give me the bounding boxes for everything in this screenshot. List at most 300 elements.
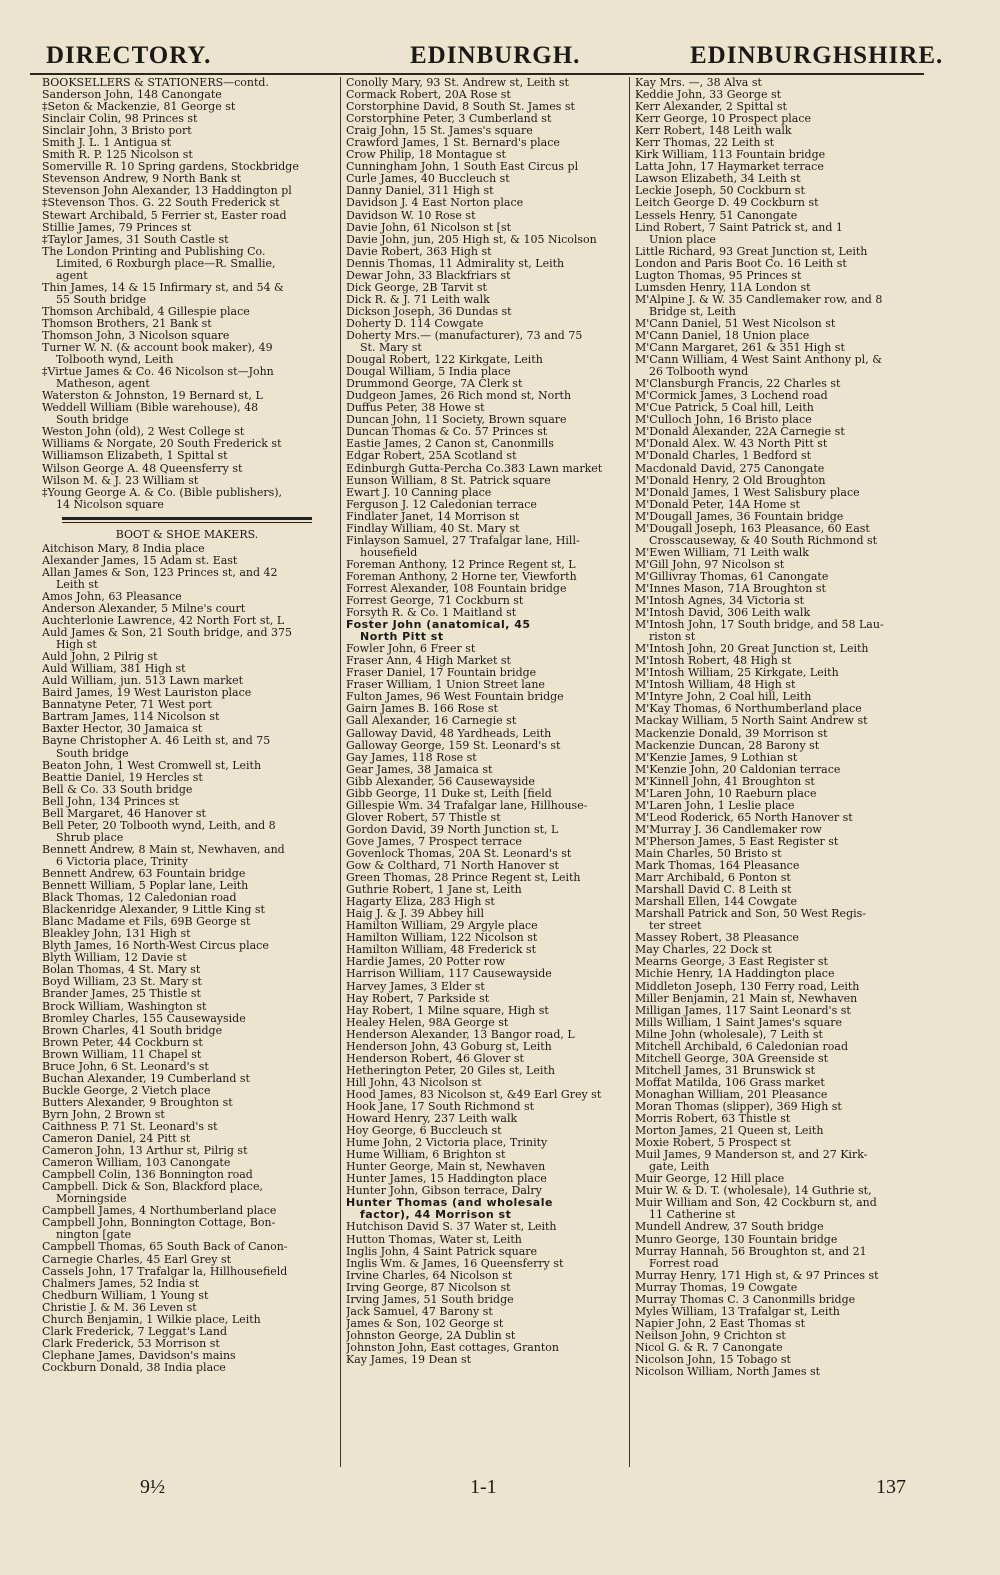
directory-entry: Latta John, 17 Haymarket terrace (635, 161, 824, 174)
directory-entry: Beaton John, 1 West Cromwell st, Leith (42, 759, 262, 772)
directory-entry: M'Dougall Joseph, 163 Pleasance, 60 East (635, 522, 870, 535)
directory-entry: Dudgeon James, 26 Rich mond st, North (346, 390, 572, 403)
directory-entry: Bennett Andrew, 8 Main st, Newhaven, and (42, 843, 285, 856)
directory-entry: M'Kenzie John, 20 Caldonian terrace (635, 763, 841, 776)
directory-entry: Bell & Co. 33 South bridge (42, 783, 193, 796)
directory-entry: Cameron Daniel, 24 Pitt st (42, 1133, 191, 1146)
directory-entry: Muir George, 12 Hill place (635, 1173, 785, 1186)
directory-entry: Conolly Mary, 93 St. Andrew st, Leith st (346, 77, 569, 89)
directory-entry: Christie J. & M. 36 Leven st (42, 1301, 197, 1314)
directory-entry: Carnegie Charles, 45 Earl Grey st (42, 1253, 232, 1266)
directory-entry: Bartram James, 114 Nicolson st (42, 711, 220, 724)
directory-entry: Gove James, 7 Prospect terrace (346, 835, 522, 848)
directory-entry: Hunter George, Main st, Newhaven (346, 1161, 546, 1174)
directory-entry: Caithness P. 71 St. Leonard's st (42, 1120, 218, 1133)
directory-entry: Blanc Madame et Fils, 69B George st (42, 916, 251, 929)
directory-entry: Smith J. L. 1 Antigua st (42, 137, 172, 150)
directory-entry: M'Kay Thomas, 6 Northumberland place (635, 703, 862, 716)
directory-entry: Fraser Ann, 4 High Market st (346, 655, 511, 668)
directory-entry: Edgar Robert, 25A Scotland st (346, 450, 517, 463)
directory-entry: M'Intosh John, 20 Great Junction st, Leith (635, 643, 869, 656)
directory-entry: Buchan Alexander, 19 Cumberland st (42, 1072, 250, 1085)
directory-entry: factor), 44 Morrison st (360, 1209, 512, 1222)
directory-entry: Stevenson John Alexander, 13 Haddington pl (42, 185, 292, 198)
directory-entry: M'Laren John, 10 Raeburn place (635, 787, 817, 800)
section-heading: BOOT & SHOE MAKERS. (115, 528, 259, 541)
directory-entry: Edinburgh Gutta-Percha Co.383 Lawn market (346, 462, 603, 475)
directory-entry: Church Benjamin, 1 Wilkie place, Leith (42, 1313, 261, 1326)
directory-entry: Moffat Matilda, 106 Grass market (635, 1076, 825, 1089)
directory-entry: Stillie James, 79 Princes st (42, 221, 192, 234)
directory-entry: Foreman Anthony, 12 Prince Regent st, L (346, 558, 576, 571)
directory-entry: Duncan John, 11 Society, Brown square (346, 414, 567, 427)
directory-entry: Bennett Andrew, 63 Fountain bridge (42, 868, 246, 880)
page-number: 137 (876, 1476, 906, 1498)
directory-entry: Marshall Patrick and Son, 50 West Regis- (635, 908, 866, 921)
directory-entry: Galloway David, 48 Yardheads, Leith (346, 727, 552, 740)
directory-entry: Cockburn Donald, 38 India place (42, 1361, 226, 1374)
directory-entry: Mundell Andrew, 37 South bridge (635, 1221, 824, 1234)
directory-entry: agent (56, 269, 88, 282)
directory-entry: Gay James, 118 Rose st (346, 751, 477, 764)
directory-entry: Baird James, 19 West Lauriston place (42, 687, 252, 700)
directory-entry: Gibb George, 11 Duke st, Leith [field (346, 787, 552, 800)
directory-entry: Fraser William, 1 Union Street lane (346, 679, 545, 692)
directory-entry: Irving George, 87 Nicolson st (346, 1281, 511, 1294)
directory-entry: Howard Henry, 237 Leith walk (346, 1113, 518, 1126)
directory-entry: Chedburn William, 1 Young st (42, 1289, 209, 1302)
directory-entry: Campbell. Dick & Son, Blackford place, (42, 1181, 263, 1194)
directory-entry: M'Kinnell John, 41 Broughton st (635, 775, 815, 788)
footer-signature-mark: 9½ (140, 1476, 165, 1498)
directory-entry: Hamilton William, 48 Frederick st (346, 944, 537, 957)
section-rule-thick (62, 517, 312, 520)
directory-entry: Munro George, 130 Fountain bridge (635, 1233, 838, 1246)
directory-entry: M'Cue Patrick, 5 Coal hill, Leith (635, 402, 814, 415)
directory-entry: Mark Thomas, 164 Pleasance (635, 860, 800, 873)
directory-entry: 26 Tolbooth wynd (649, 366, 749, 379)
directory-entry: riston st (649, 631, 696, 644)
directory-entry: Weston John (old), 2 West College st (42, 426, 245, 439)
directory-entry: M'Cann William, 4 West Saint Anthony pl, & (635, 354, 882, 367)
directory-entry: Crawford James, 1 St. Bernard's place (346, 137, 560, 150)
directory-entry: Kay James, 19 Dean st (346, 1353, 472, 1366)
directory-entry: Dougal Robert, 122 Kirkgate, Leith (346, 354, 543, 367)
header-directory: DIRECTORY. (46, 42, 212, 69)
directory-entry: M'Cormick James, 3 Lochend road (635, 390, 828, 403)
directory-entry: Aitchison Mary, 8 India place (42, 542, 205, 555)
directory-entry: Finlayson Samuel, 27 Trafalgar lane, Hill- (346, 534, 580, 547)
header-edinburgh: EDINBURGH. (410, 42, 581, 69)
directory-entry: M'Donald Henry, 2 Old Broughton (635, 474, 826, 487)
directory-entry: Kerr Alexander, 2 Spittal st (635, 101, 787, 114)
directory-entry: Michie Henry, 1A Haddington place (635, 968, 835, 981)
directory-entry: Napier John, 2 East Thomas st (635, 1317, 806, 1330)
directory-entry: Mills William, 1 Saint James's square (635, 1016, 843, 1029)
directory-entry: Henderson John, 43 Goburg st, Leith (346, 1040, 552, 1053)
directory-entry: Moxie Robert, 5 Prospect st (635, 1137, 791, 1150)
directory-entry: Brander James, 25 Thistle st (42, 988, 201, 1001)
directory-entry: Hamilton William, 29 Argyle place (346, 920, 538, 933)
directory-entry: Hetherington Peter, 20 Giles st, Leith (346, 1064, 555, 1077)
directory-entry: Forrest George, 71 Cockburn st (346, 595, 524, 608)
directory-entry: Blyth William, 12 Davie st (42, 952, 187, 965)
directory-entry: M'Intosh Agnes, 34 Victoria st (635, 595, 805, 608)
directory-entry: Kerr Thomas, 22 Leith st (635, 137, 775, 150)
directory-entry: ‡Virtue James & Co. 46 Nicolson st—John (42, 366, 274, 379)
directory-entry: M'Donald Alexander, 22A Carnegie st (635, 426, 845, 439)
directory-entry: Guthrie Robert, 1 Jane st, Leith (346, 884, 522, 897)
directory-entry: Bayne Christopher A. 46 Leith st, and 75 (42, 735, 271, 748)
directory-entry: Beattie Daniel, 19 Hercles st (42, 771, 203, 784)
directory-entry: Drummond George, 7A Clerk st (346, 378, 523, 391)
directory-entry: Lumsden Henry, 11A London st (635, 281, 811, 294)
directory-entry: Neilson John, 9 Crichton st (635, 1329, 786, 1342)
directory-entry: Craig John, 15 St. James's square (346, 125, 533, 138)
directory-entry: Kerr George, 10 Prospect place (635, 113, 812, 126)
directory-entry: Dickson Joseph, 36 Dundas st (346, 305, 512, 318)
directory-entry: Brock William, Washington st (42, 1000, 207, 1013)
section-rule-thin (62, 522, 312, 523)
directory-entry: Weddell William (Bible warehouse), 48 (42, 402, 259, 415)
directory-entry: Kirk William, 113 Fountain bridge (635, 149, 826, 162)
directory-entry: ‡Young George A. & Co. (Bible publishers), (42, 486, 283, 499)
directory-entry: Gow & Colthard, 71 North Hanover st (346, 860, 559, 873)
directory-entry: Foreman Anthony, 2 Horne ter, Viewforth (346, 570, 577, 583)
directory-entry: Curle James, 40 Buccleuch st (346, 173, 510, 186)
directory-entry: Brown William, 11 Chapel st (42, 1048, 202, 1061)
directory-entry: James & Son, 102 George st (346, 1317, 504, 1330)
directory-entry: Harvey James, 3 Elder st (346, 980, 485, 993)
directory-entry: 14 Nicolson square (56, 498, 164, 511)
directory-entry: Myles William, 13 Trafalgar st, Leith (635, 1305, 840, 1318)
directory-entry: Marshall Ellen, 144 Cowgate (635, 896, 798, 909)
directory-entry: Eunson William, 8 St. Patrick square (346, 474, 551, 487)
directory-entry: Glover Robert, 57 Thistle st (346, 811, 501, 824)
directory-entry: Mackenzie Duncan, 28 Barony st (635, 739, 820, 752)
directory-entry: Blyth James, 16 North-West Circus place (42, 940, 269, 953)
directory-entry: Murray Thomas C. 3 Canonmills bridge (635, 1293, 856, 1306)
directory-entry: Auchterlonie Lawrence, 42 North Fort st, L (42, 615, 285, 628)
directory-entry: Forsyth R. & Co. 1 Maitland st (346, 607, 517, 620)
directory-entry: Bolan Thomas, 4 St. Mary st (42, 964, 201, 977)
directory-entry: Campbell James, 4 Northumberland place (42, 1205, 277, 1218)
directory-entry: M'Dougall James, 36 Fountain bridge (635, 510, 844, 523)
column-divider-1 (340, 77, 341, 1467)
directory-entry: Brown Peter, 44 Cockburn st (42, 1036, 203, 1049)
column-2 (346, 77, 626, 1366)
directory-entry: Lugton Thomas, 95 Princes st (635, 269, 802, 282)
directory-entry: M'Donald Alex. W. 43 North Pitt st (635, 438, 828, 451)
directory-entry: Mackay William, 5 North Saint Andrew st (635, 715, 868, 728)
directory-entry: Hardie James, 20 Potter row (346, 956, 505, 969)
directory-entry: Shrub place (56, 831, 124, 844)
directory-entry: Bromley Charles, 155 Causewayside (42, 1012, 246, 1025)
directory-entry: M'Cann Daniel, 18 Union place (635, 329, 810, 342)
directory-entry: Nicol G. & R. 7 Canongate (635, 1341, 783, 1354)
directory-entry: Fulton James, 96 West Fountain bridge (346, 691, 564, 704)
directory-entry: Hunter Thomas (and wholesale (346, 1197, 553, 1210)
directory-entry: Murray Henry, 171 High st, & 97 Princes st (635, 1269, 879, 1282)
directory-entry: Union place (649, 233, 716, 246)
directory-entry: Williamson Elizabeth, 1 Spittal st (42, 450, 228, 463)
directory-entry: Forrest Alexander, 108 Fountain bridge (346, 582, 567, 595)
directory-entry: Auld James & Son, 21 South bridge, and 375 (42, 627, 292, 640)
directory-entry: Nicolson William, North James st (635, 1366, 821, 1379)
directory-entry: Mearns George, 3 East Register st (635, 956, 828, 969)
directory-entry: Thomson Brothers, 21 Bank st (42, 317, 212, 330)
directory-entry: M'Murray J. 36 Candlemaker row (635, 823, 822, 836)
directory-entry: Alexander James, 15 Adam st. East (42, 554, 238, 567)
directory-entry: Middleton Joseph, 130 Ferry road, Leith (635, 980, 860, 993)
directory-entry: BOOKSELLERS & STATIONERS—contd. (42, 77, 269, 89)
directory-entry: Bell Peter, 20 Tolbooth wynd, Leith, and 8 (42, 819, 276, 832)
directory-entry: Hutchison David S. 37 Water st, Leith (346, 1221, 557, 1234)
directory-entry: M'Kenzie James, 9 Lothian st (635, 751, 798, 764)
directory-entry: Hay Robert, 1 Milne square, High st (346, 1004, 549, 1017)
directory-entry: Baxter Hector, 30 Jamaica st (42, 723, 203, 736)
directory-entry: Irvine Charles, 64 Nicolson st (346, 1269, 513, 1282)
directory-entry: Mitchell Archibald, 6 Caledonian road (635, 1040, 848, 1053)
directory-entry: M'Donald Charles, 1 Bedford st (635, 450, 812, 463)
directory-entry: Hume William, 6 Brighton st (346, 1149, 506, 1162)
directory-entry: Morningside (56, 1193, 127, 1206)
directory-entry: Cameron John, 13 Arthur st, Pilrig st (42, 1145, 248, 1158)
directory-entry: Williams & Norgate, 20 South Frederick st (42, 438, 282, 451)
directory-entry: Muil James, 9 Manderson st, and 27 Kirk- (635, 1149, 868, 1162)
directory-entry: M'Laren John, 1 Leslie place (635, 799, 795, 812)
directory-entry: Allan James & Son, 123 Princes st, and 42 (42, 566, 278, 579)
directory-entry: Gear James, 38 Jamaica st (346, 763, 493, 776)
directory-entry: Milligan James, 117 Saint Leonard's st (635, 1004, 851, 1017)
directory-entry: Murray Hannah, 56 Broughton st, and 21 (635, 1245, 867, 1258)
directory-entry: Gillespie Wm. 34 Trafalgar lane, Hillhouse- (346, 799, 588, 812)
directory-entry: Inglis Wm. & James, 16 Queensferry st (346, 1257, 564, 1270)
directory-entry: Doherty Mrs.— (manufacturer), 73 and 75 (346, 329, 583, 342)
directory-entry: Corstorphine David, 8 South St. James st (346, 101, 575, 114)
directory-entry: Govenlock Thomas, 20A St. Leonard's st (346, 848, 572, 860)
directory-entry: M'Alpine J. & W. 35 Candlemaker row, and 8 (635, 293, 883, 306)
directory-entry: Davie John, 61 Nicolson st [st (346, 221, 512, 234)
header-edinburghshire: EDINBURGHSHIRE. (690, 42, 944, 69)
directory-entry: M'Donald James, 1 West Salisbury place (635, 486, 860, 499)
directory-entry: Ewart J. 10 Canning place (346, 486, 492, 499)
directory-entry: Auld William, jun. 513 Lawn market (42, 675, 244, 688)
directory-entry: Healey Helen, 98A George st (346, 1016, 509, 1029)
directory-entry: Dennis Thomas, 11 Admirality st, Leith (346, 257, 565, 270)
directory-entry: Dick George, 2B Tarvit st (346, 281, 487, 294)
directory-entry: Morton James, 21 Queen st, Leith (635, 1125, 824, 1138)
directory-entry: Gall Alexander, 16 Carnegie st (346, 715, 517, 728)
directory-entry: Nicolson John, 15 Tobago st (635, 1353, 791, 1366)
directory-entry: Chalmers James, 52 India st (42, 1277, 200, 1290)
directory-entry: 55 South bridge (56, 293, 147, 306)
directory-entry: Black Thomas, 12 Caledonian road (42, 892, 237, 905)
directory-entry: Kerr Robert, 148 Leith walk (635, 125, 792, 138)
directory-entry: Ferguson J. 12 Caledonian terrace (346, 498, 537, 511)
directory-entry: Gibb Alexander, 56 Causewayside (346, 775, 535, 788)
directory-entry: Murray Thomas, 19 Cowgate (635, 1281, 798, 1294)
directory-entry: M'Intosh John, 17 South bridge, and 58 Lau- (635, 619, 884, 632)
directory-entry: Henderson Alexander, 13 Bangor road, L (346, 1028, 575, 1041)
directory-entry: Cameron William, 103 Canongate (42, 1157, 231, 1170)
directory-entry: Findlay William, 40 St. Mary st (346, 522, 520, 535)
directory-entry: St. Mary st (360, 342, 422, 355)
directory-entry: Fraser Daniel, 17 Fountain bridge (346, 667, 537, 680)
directory-entry: ‡Taylor James, 31 South Castle st (42, 233, 229, 246)
directory-entry: M'Gill John, 97 Nicolson st (635, 558, 785, 571)
directory-entry: Moran Thomas (slipper), 369 High st (635, 1100, 842, 1113)
directory-entry: Morris Robert, 63 Thistle st (635, 1113, 791, 1126)
directory-entry: Duncan Thomas & Co. 57 Princes st (346, 426, 548, 439)
column-divider-2 (629, 77, 630, 1467)
directory-entry: Lawson Elizabeth, 34 Leith st (635, 173, 801, 186)
directory-entry: Davie Robert, 363 High st (346, 245, 492, 258)
directory-entry: Hoy George, 6 Buccleuch st (346, 1125, 502, 1138)
directory-entry: M'Intosh David, 306 Leith walk (635, 607, 811, 620)
directory-entry: Lind Robert, 7 Saint Patrick st, and 1 (635, 221, 843, 234)
directory-entry: South bridge (56, 414, 129, 427)
directory-entry: M'Cann Daniel, 51 West Nicolson st (635, 317, 836, 330)
directory-entry: Davidson J. 4 East Norton place (346, 197, 524, 210)
directory-entry: Hume John, 2 Victoria place, Trinity (346, 1137, 548, 1150)
directory-entry: Hunter John, Gibson terrace, Dalry (346, 1185, 542, 1198)
directory-entry: Massey Robert, 38 Pleasance (635, 932, 799, 945)
directory-entry: Fowler John, 6 Freer st (346, 643, 476, 656)
directory-entry: Macdonald David, 275 Canongate (635, 462, 825, 475)
directory-entry: Boyd William, 23 St. Mary st (42, 976, 202, 989)
directory-entry: Lessels Henry, 51 Canongate (635, 209, 798, 222)
directory-entry: Stewart Archibald, 5 Ferrier st, Easter road (42, 209, 287, 222)
directory-entry: Duffus Peter, 38 Howe st (346, 402, 485, 415)
directory-entry: Gairn James B. 166 Rose st (346, 703, 498, 716)
directory-entry: M'Leod Roderick, 65 North Hanover st (635, 811, 853, 824)
directory-entry: Galloway George, 159 St. Leonard's st (346, 739, 561, 752)
directory-entry: Auld John, 2 Pilrig st (42, 651, 158, 664)
directory-entry: Leith st (56, 578, 99, 591)
directory-entry: Clark Frederick, 53 Morrison st (42, 1337, 220, 1350)
directory-entry: Leckie Joseph, 50 Cockburn st (635, 185, 805, 198)
directory-entry: Marr Archibald, 6 Ponton st (635, 872, 791, 885)
directory-entry: Hagarty Eliza, 283 High st (346, 896, 495, 909)
directory-entry: Campbell Colin, 136 Bonnington road (42, 1169, 253, 1182)
directory-entry: Danny Daniel, 311 High st (346, 185, 494, 198)
directory-entry: Haig J. & J. 39 Abbey hill (346, 908, 484, 921)
directory-entry: Cormack Robert, 20A Rose st (346, 89, 511, 102)
directory-entry: Marshall David C. 8 Leith st (635, 884, 792, 897)
directory-entry: Sinclair John, 3 Bristo port (42, 125, 192, 138)
directory-entry: Milne John (wholesale), 7 Leith st (635, 1028, 823, 1041)
directory-entry: May Charles, 22 Dock st (635, 944, 772, 957)
directory-entry: Hay Robert, 7 Parkside st (346, 992, 490, 1005)
directory-entry: Bennett William, 5 Poplar lane, Leith (42, 880, 249, 893)
directory-entry: Smith R. P. 125 Nicolson st (42, 149, 193, 162)
directory-entry: Thomson Archibald, 4 Gillespie place (42, 305, 250, 318)
directory-entry: Bridge st, Leith (649, 305, 736, 318)
directory-entry: gate, Leith (649, 1161, 710, 1174)
directory-entry: Keddie John, 33 George st (635, 89, 782, 102)
directory-entry: ‡Stevenson Thos. G. 22 South Frederick st (42, 197, 280, 210)
directory-entry: M'Donald Peter, 14A Home st (635, 498, 800, 511)
header-rule (30, 73, 924, 75)
directory-entry: Findlater Janet, 14 Morrison st (346, 510, 520, 523)
directory-entry: Cassels John, 17 Trafalgar la, Hillhousefield (42, 1265, 288, 1278)
directory-entry: Johnston George, 2A Dublin st (346, 1329, 516, 1342)
directory-entry: Buckle George, 2 Vietch place (42, 1084, 211, 1097)
directory-entry: Butters Alexander, 9 Broughton st (42, 1096, 233, 1109)
directory-entry: Crosscauseway, & 40 South Richmond st (649, 534, 878, 547)
directory-entry: Campbell Thomas, 65 South Back of Canon- (42, 1241, 288, 1254)
directory-entry: Dewar John, 33 Blackfriars st (346, 269, 511, 282)
directory-entry: Jack Samuel, 47 Barony st (346, 1305, 493, 1318)
footer-center-mark: 1-1 (470, 1476, 497, 1498)
directory-entry: Sinclair Colin, 98 Princes st (42, 113, 198, 126)
directory-entry: M'Innes Mason, 71A Broughton st (635, 582, 826, 595)
directory-entry: Turner W. N. (& account book maker), 49 (42, 342, 273, 355)
directory-entry: Anderson Alexander, 5 Milne's court (42, 602, 246, 615)
directory-entry: M'Pherson James, 5 East Register st (635, 835, 839, 848)
directory-entry: Brown Charles, 41 South bridge (42, 1024, 223, 1037)
directory-entry: ‡Seton & Mackenzie, 81 George st (42, 101, 236, 114)
directory-entry: Bleakley John, 131 High st (42, 928, 191, 941)
directory-entry: Inglis John, 4 Saint Patrick square (346, 1245, 538, 1258)
directory-entry: Wilson M. & J. 23 William st (42, 474, 199, 487)
directory-entry: Clark Frederick, 7 Leggat's Land (42, 1325, 227, 1338)
directory-entry: Davie John, jun, 205 High st, & 105 Nicolson (346, 233, 597, 246)
directory-entry: Hamilton William, 122 Nicolson st (346, 932, 538, 945)
directory-entry: M'Intosh William, 48 High st (635, 679, 796, 692)
directory-entry: Clephane James, Davidson's mains (42, 1349, 236, 1362)
directory-entry: Bannatyne Peter, 71 West port (42, 699, 212, 712)
directory-entry: Limited, 6 Roxburgh place—R. Smallie, (56, 257, 276, 270)
directory-entry: nington [gate (56, 1229, 132, 1242)
directory-entry: Kay Mrs. —, 38 Alva st (635, 77, 762, 89)
directory-entry: M'Intyre John, 2 Coal hill, Leith (635, 691, 812, 704)
directory-entry: Tolbooth wynd, Leith (56, 354, 174, 367)
directory-entry: Harrison William, 117 Causewayside (346, 968, 552, 981)
directory-entry: Gordon David, 39 North Junction st, L (346, 823, 559, 836)
directory-entry: Main Charles, 50 Bristo st (635, 848, 782, 860)
directory-entry: Leitch George D. 49 Cockburn st (635, 197, 819, 210)
directory-entry: Irving James, 51 South bridge (346, 1293, 514, 1306)
directory-entry: Wilson George A. 48 Queensferry st (42, 462, 243, 475)
directory-entry: Green Thomas, 28 Prince Regent st, Leith (346, 872, 581, 885)
directory-entry: 6 Victoria place, Trinity (56, 855, 188, 868)
directory-entry: Cunningham John, 1 South East Circus pl (346, 161, 579, 174)
directory-entry: Monaghan William, 201 Pleasance (635, 1088, 828, 1101)
directory-entry: ter street (649, 920, 702, 933)
directory-entry: Hunter James, 15 Haddington place (346, 1173, 547, 1186)
directory-entry: Eastie James, 2 Canon st, Canonmills (346, 438, 554, 451)
directory-entry: High st (56, 639, 97, 652)
directory-entry: Dick R. & J. 71 Leith walk (346, 293, 490, 306)
directory-entry: Johnston John, East cottages, Granton (346, 1341, 560, 1354)
directory-entry: Corstorphine Peter, 3 Cumberland st (346, 113, 552, 126)
directory-entry: Muir William and Son, 42 Cockburn st, and (635, 1197, 877, 1210)
directory-entry: M'Cann Margaret, 261 & 351 High st (635, 342, 845, 355)
directory-entry: Little Richard, 93 Great Junction st, Leith (635, 245, 868, 258)
directory-entry: Henderson Robert, 46 Glover st (346, 1052, 524, 1065)
directory-entry: M'Gillivray Thomas, 61 Canongate (635, 570, 829, 583)
directory-entry: Stevenson Andrew, 9 North Bank st (42, 173, 242, 186)
directory-entry: Dougal William, 5 India place (346, 366, 511, 379)
directory-entry: Sanderson John, 148 Canongate (42, 89, 222, 102)
directory-entry: Forrest road (649, 1257, 719, 1270)
directory-entry: M'Intosh William, 25 Kirkgate, Leith (635, 667, 839, 680)
directory-entry: Miller Benjamin, 21 Main st, Newhaven (635, 992, 858, 1005)
directory-entry: Foster John (anatomical, 45 (346, 619, 531, 632)
directory-entry: Hutton Thomas, Water st, Leith (346, 1233, 522, 1246)
